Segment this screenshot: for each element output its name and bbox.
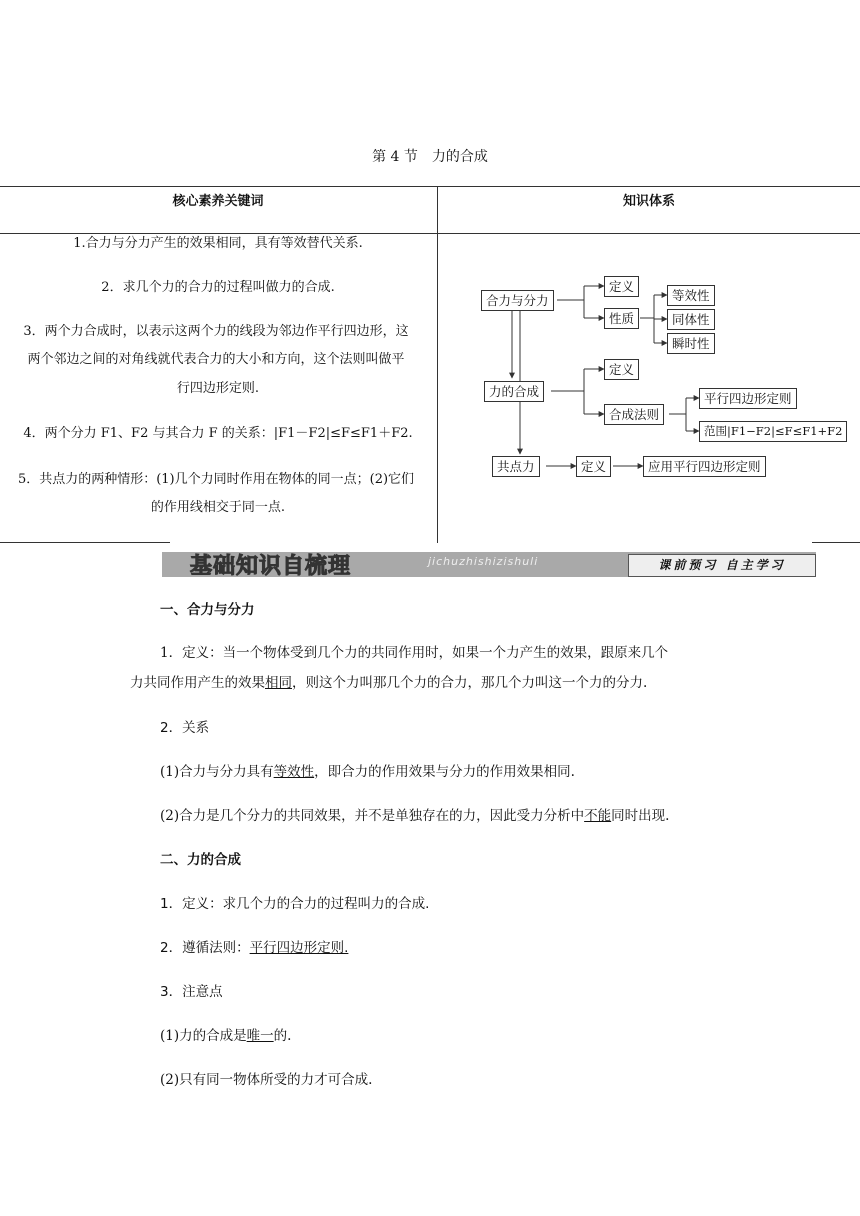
node-same-body: 同体性: [667, 309, 715, 330]
rel2-pre: (2)合力是几个分力的共同效果，并不是单独存在的力，因此受力分析中: [160, 808, 585, 824]
section1-relation-heading: 2．关系: [160, 720, 210, 736]
node-n3-definition: 定义: [576, 456, 611, 477]
rule-pre: 2．遵循法则：: [160, 940, 250, 956]
note1-answer: 唯一: [246, 1028, 274, 1044]
def-text-post: ，则这个力叫那几个力的合力，那几个力叫这一个力的分力.: [292, 675, 648, 691]
section2-heading: 二、力的合成: [160, 852, 241, 868]
rel1-post: ，即合力的作用效果与分力的作用效果相同.: [314, 764, 575, 780]
keyword-2: 2．求几个力的合力的过程叫做力的合成.: [101, 280, 335, 295]
node-force-composition: 力的合成: [484, 381, 544, 402]
node-n1-properties: 性质: [604, 308, 639, 329]
node-equivalence: 等效性: [667, 285, 715, 306]
section2-note-2: (2)只有同一物体所受的力才可合成.: [160, 1072, 373, 1088]
node-instantaneity: 瞬时性: [667, 333, 715, 354]
section2-rule: [160, 936, 348, 956]
keyword-5-line-1: 5．共点力的两种情形：(1)几个力同时作用在物体的同一点；(2)它们: [17, 472, 415, 487]
rule-answer: 平行四边形定则.: [249, 940, 349, 956]
note1-post: 的.: [273, 1028, 292, 1044]
section1-definition-line1: 1．定义：当一个物体受到几个力的共同作用时，如果一个力产生的效果，跟原来几个: [160, 645, 669, 661]
node-n2-definition: 定义: [604, 359, 639, 380]
section1-heading: 一、合力与分力: [160, 602, 255, 618]
rel2-answer: 不能: [584, 808, 612, 824]
section2-note-heading: 3．注意点: [160, 984, 223, 1000]
keyword-4: 4．两个分力 F1、F2 与其合力 F 的关系：|F1－F2|≤F≤F1＋F2.: [23, 426, 413, 441]
node-n1-definition: 定义: [604, 276, 639, 297]
node-parallelogram-rule: 平行四边形定则: [699, 388, 797, 409]
banner-preview-label: 课前预习 自主学习: [628, 554, 816, 577]
section1-definition-line2: [130, 671, 647, 691]
section1-relation-1: [160, 760, 575, 780]
keyword-1: 1.合力与分力产生的效果相同，具有等效替代关系.: [73, 236, 363, 251]
node-concurrent-forces: 共点力: [492, 456, 540, 477]
table-header-knowledge: 知识体系: [622, 194, 675, 209]
rel1-answer: 等效性: [273, 764, 315, 780]
keyword-3-line-3: 行四边形定则.: [176, 381, 260, 396]
banner-pinyin: jichuzhishizishuli: [428, 555, 539, 568]
rel1-pre: (1)合力与分力具有: [160, 764, 274, 780]
node-range: 范围|F1−F2|≤F≤F1+F2: [699, 421, 847, 442]
page-title: 第 4 节 力的合成: [372, 149, 488, 165]
node-resultant-and-component: 合力与分力: [481, 290, 554, 311]
def-answer-same: 相同: [265, 675, 292, 691]
rel2-post: 同时出现.: [611, 808, 670, 824]
def-text-pre: 力共同作用产生的效果: [130, 675, 265, 691]
keyword-3-line-1: 3．两个力合成时，以表示这两个力的线段为邻边作平行四边形，这: [23, 324, 409, 339]
section2-note-1: [160, 1024, 291, 1044]
section2-definition: 1．定义：求几个力的合力的过程叫力的合成.: [160, 896, 430, 912]
note1-pre: (1)力的合成是: [160, 1028, 247, 1044]
node-composition-rule: 合成法则: [604, 404, 664, 425]
keyword-3-line-2: 两个邻边之间的对角线就代表合力的大小和方向，这个法则叫做平: [27, 352, 405, 367]
node-apply-parallelogram: 应用平行四边形定则: [643, 456, 766, 477]
section1-relation-2: [160, 804, 669, 824]
keyword-5-line-2: 的作用线相交于同一点.: [150, 500, 286, 515]
table-header-keywords: 核心素养关键词: [172, 194, 264, 209]
banner-title: 基础知识自梳理: [190, 554, 352, 579]
